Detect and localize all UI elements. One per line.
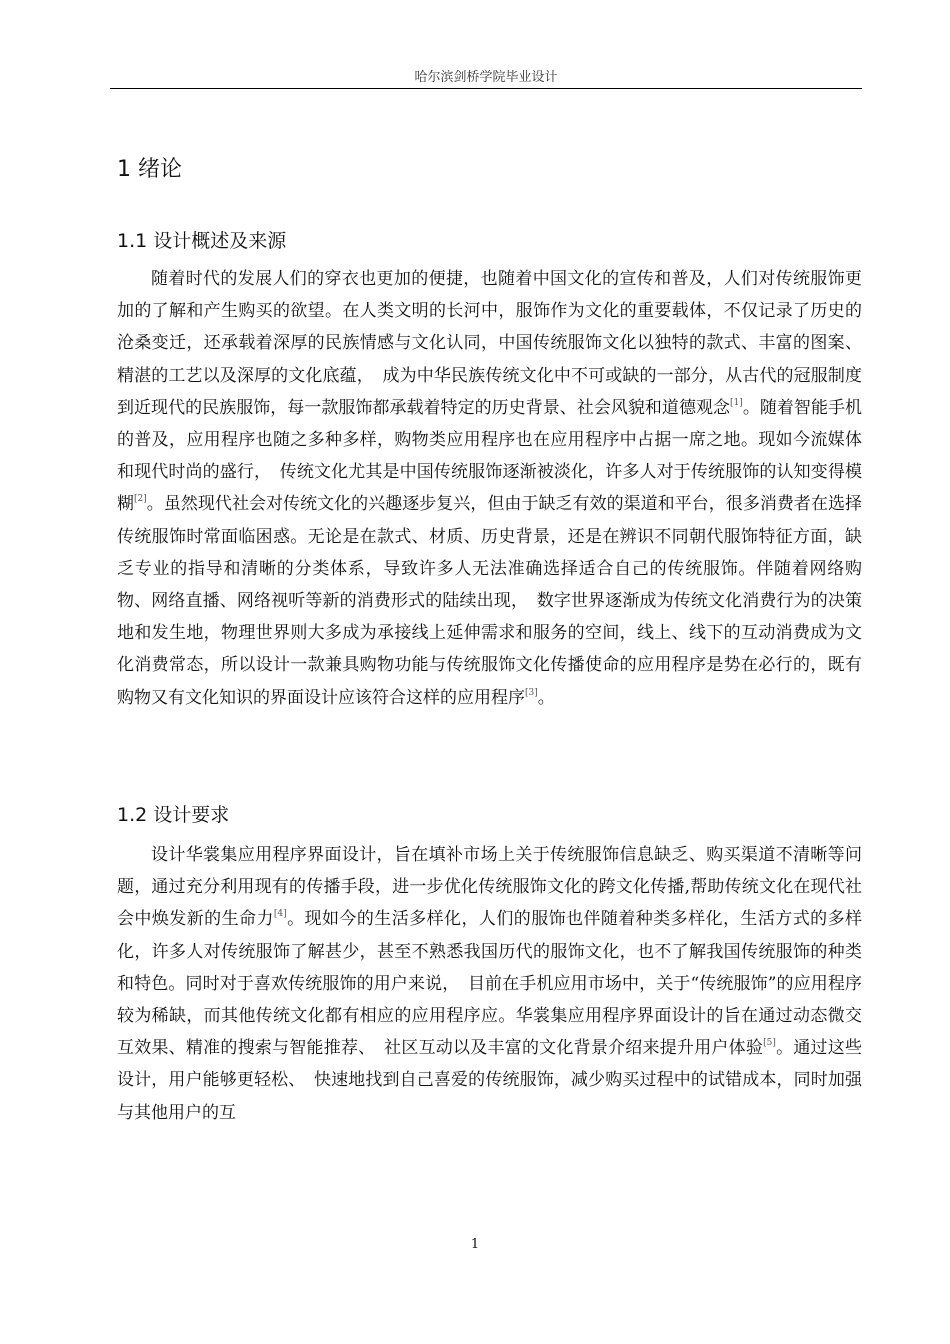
paragraph-design-requirements xyxy=(117,839,862,1129)
text-segment: 设计华裳集应用程序界面设计，旨在填补市场上关于传统服饰信息缺乏、购买渠道不清晰等问题，通过充分利用现有的传播手段，进一步优化传统服饰文化的跨文化传播,帮助传统文化在现代社会中焕发新的生命力 xyxy=(117,845,862,930)
text-segment: 。虽然现代社会对传统文化的兴趣逐步复兴，但由于缺乏有效的渠道和平台，很多消费者在选择传统服饰时常面临困惑。无论是在款式、材质、历史背景，还是在辨识不同朝代服饰特征方面，缺乏专业的指导和清晰的分类体系，导致许多人无法准确选择适合自己的传统服饰。伴随着网络购物、网络直播、网络视听等新的消费形式的陆续出现， 数字世界逐渐成为传统文化消费行为的决策地和发生地，物理世界则大多成为承接线上延伸需求和服务的空间，线上、线下的互动消费成为文化消费常态，所以设计一款兼具购物功能与传统服饰文化传播使命的应用程序是势在必行的，既有购物又有文化知识的界面设计应该符合这样的应用程序 xyxy=(117,494,863,708)
header-divider xyxy=(110,88,862,89)
page-header: 哈尔滨剑桥学院毕业设计 xyxy=(414,70,558,85)
citation-2: [2] xyxy=(134,494,147,505)
citation-4: [4] xyxy=(273,909,287,920)
citation-5: [5] xyxy=(763,1038,776,1049)
text-segment: 。 xyxy=(537,687,555,708)
text-segment: 。现如今的生活多样化，人们的服饰也伴随着种类多样化，生活方式的多样化，许多人对传统服饰了解甚少，甚至不熟悉我国历代的服饰文化，也不了解我国传统服饰的种类和特色。同时对于喜欢传统服饰的用户来说， 目前在手机应用市场中，关于“传统服饰”的应用程序较为稀缺，而其他传统文化都有相应的应用程序应。华裳集应用程序界面设计的旨在通过动态微交互效果、精准的搜索与智能推荐、 社区互动以及丰富的文化背景介绍来提升用户体验 xyxy=(117,909,863,1059)
citation-1: [1] xyxy=(730,397,743,408)
text-segment: 。随着智能手机的普及，应用程序也随之多种多样，购物类应用程序也在应用程序中占据一席之地。现如今流媒体和现代时尚的盛行， 传统文化尤其是中国传统服饰逐渐被淡化，许多人对于传统服饰的认知变得模糊 xyxy=(117,397,863,515)
section-title-1-1: 1.1 设计概述及来源 xyxy=(117,230,287,252)
section-title-1-2: 1.2 设计要求 xyxy=(117,804,230,826)
text-segment: 随着时代的发展人们的穿衣也更加的便捷，也随着中国文化的宣传和普及，人们对传统服饰更加的了解和产生购买的欲望。在人类文明的长河中，服饰作为文化的重要载体，不仅记录了历史的沧桑变迁，还承载着深厚的民族情感与文化认同，中国传统服饰文化以独特的款式、丰富的图案、精湛的工艺以及深厚的文化底蕴， 成为中华民族传统文化中不可或缺的一部分，从古代的冠服制度到近现代的民族服饰，每一款服饰都承载着特定的历史背景、社会风貌和道德观念 xyxy=(117,269,862,418)
citation-3: [3] xyxy=(525,687,538,698)
page-number: 1 xyxy=(470,1237,480,1252)
paragraph-design-overview xyxy=(117,263,862,714)
text-segment: 。通过这些设计，用户能够更轻松、 快速地找到自己喜爱的传统服饰，减少购买过程中的试错成本，同时加强与其他用户的互 xyxy=(117,1038,863,1123)
chapter-title: 1 绪论 xyxy=(117,157,182,182)
